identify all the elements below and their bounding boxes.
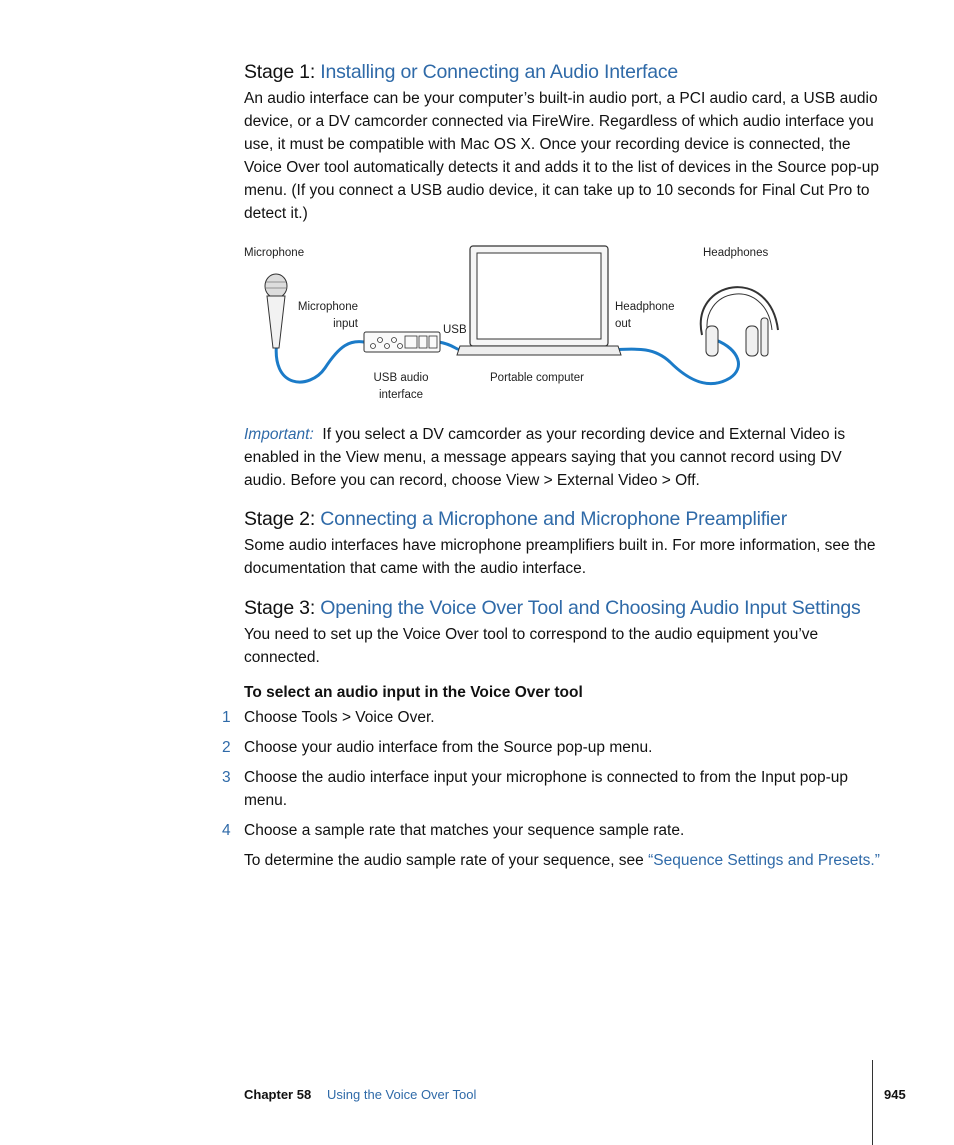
procedure-heading: To select an audio input in the Voice Over tool [244,684,583,701]
step-number: 2 [222,739,231,756]
headphones-icon [701,287,778,356]
sequence-settings-link[interactable]: “Sequence Settings and Presets.” [648,852,880,869]
diagram-label-headphones: Headphones [703,247,769,259]
step-text: Choose Tools > Voice Over. [244,709,435,726]
usb-audio-line2: interface [378,389,424,401]
step-number: 4 [222,822,231,839]
microphone-input-line1: Microphone [297,301,358,313]
stage1-title: Installing or Connecting an Audio Interface [320,61,679,83]
stage1-body: An audio interface can be your computer’s built-in audio port, a PCI audio card, a USB audio device, or a DV camcorder connected via FireWire. Regardless of which audio interface you use, it must be compatible with Mac OS X. Once your recording device is connected, the Voice Over tool automatically detects it and adds it to the list of devices in the Source pop-up menu. (If you connect a USB audio device, it can take up to 10 seconds for Final Cut Pro to detect it.) [244,90,879,222]
footer-chapter: Chapter 58 [244,1087,312,1102]
footer-divider [872,1060,873,1145]
stage3-prefix: Stage 3: [244,597,316,619]
stage3-heading [244,597,861,620]
step-text: Choose the audio interface input your microphone is connected to from the Input pop-up menu. [244,769,849,809]
stage1-heading [244,61,678,84]
diagram-label-headphone-out [615,299,674,333]
diagram-label-microphone: Microphone [244,247,305,259]
diagram-label-usb: USB [443,324,467,336]
portable-computer-icon [457,246,621,355]
important-note [244,423,880,492]
stage3-title: Opening the Voice Over Tool and Choosing Audio Input Settings [320,597,861,619]
important-label: Important: [244,426,314,443]
stage3-body: You need to set up the Voice Over tool to correspond to the audio equipment you’ve connected. [244,626,819,666]
stage2-heading [244,508,787,531]
stage2-body: Some audio interfaces have microphone preamplifiers built in. For more information, see the documentation that came with the audio interface. [244,537,876,577]
usb-audio-interface-icon [364,332,440,352]
microphone-icon [265,274,287,348]
procedure-note [244,849,880,872]
diagram-label-usb-audio-interface [366,370,436,404]
step-number: 3 [222,769,231,786]
stage2-prefix: Stage 2: [244,508,316,530]
important-text: If you select a DV camcorder as your recording device and External Video is enabled in the View menu, a message appears saying that you cannot record using DV audio. Before you can record, choose View > External Video > Off. [244,426,846,489]
headphone-cable [610,340,738,384]
stage2-title: Connecting a Microphone and Microphone Preamplifier [320,508,787,530]
diagram-label-microphone-input [293,299,358,333]
page-number: 945 [884,1087,906,1102]
procedure-note-text: To determine the audio sample rate of your sequence, see [244,852,649,869]
headphone-out-line2: out [615,318,631,330]
diagram-label-portable-computer: Portable computer [490,372,584,384]
step-text: Choose a sample rate that matches your sequence sample rate. [244,822,685,839]
mic-cable [276,340,364,382]
step-text: Choose your audio interface from the Source pop-up menu. [244,739,653,756]
headphone-out-line1: Headphone [615,301,675,313]
step-number: 1 [222,709,231,726]
footer-chapter-title: Using the Voice Over Tool [327,1087,477,1102]
microphone-input-line2: input [333,318,358,330]
stage1-prefix: Stage 1: [244,61,316,83]
usb-audio-line1: USB audio [373,372,429,384]
